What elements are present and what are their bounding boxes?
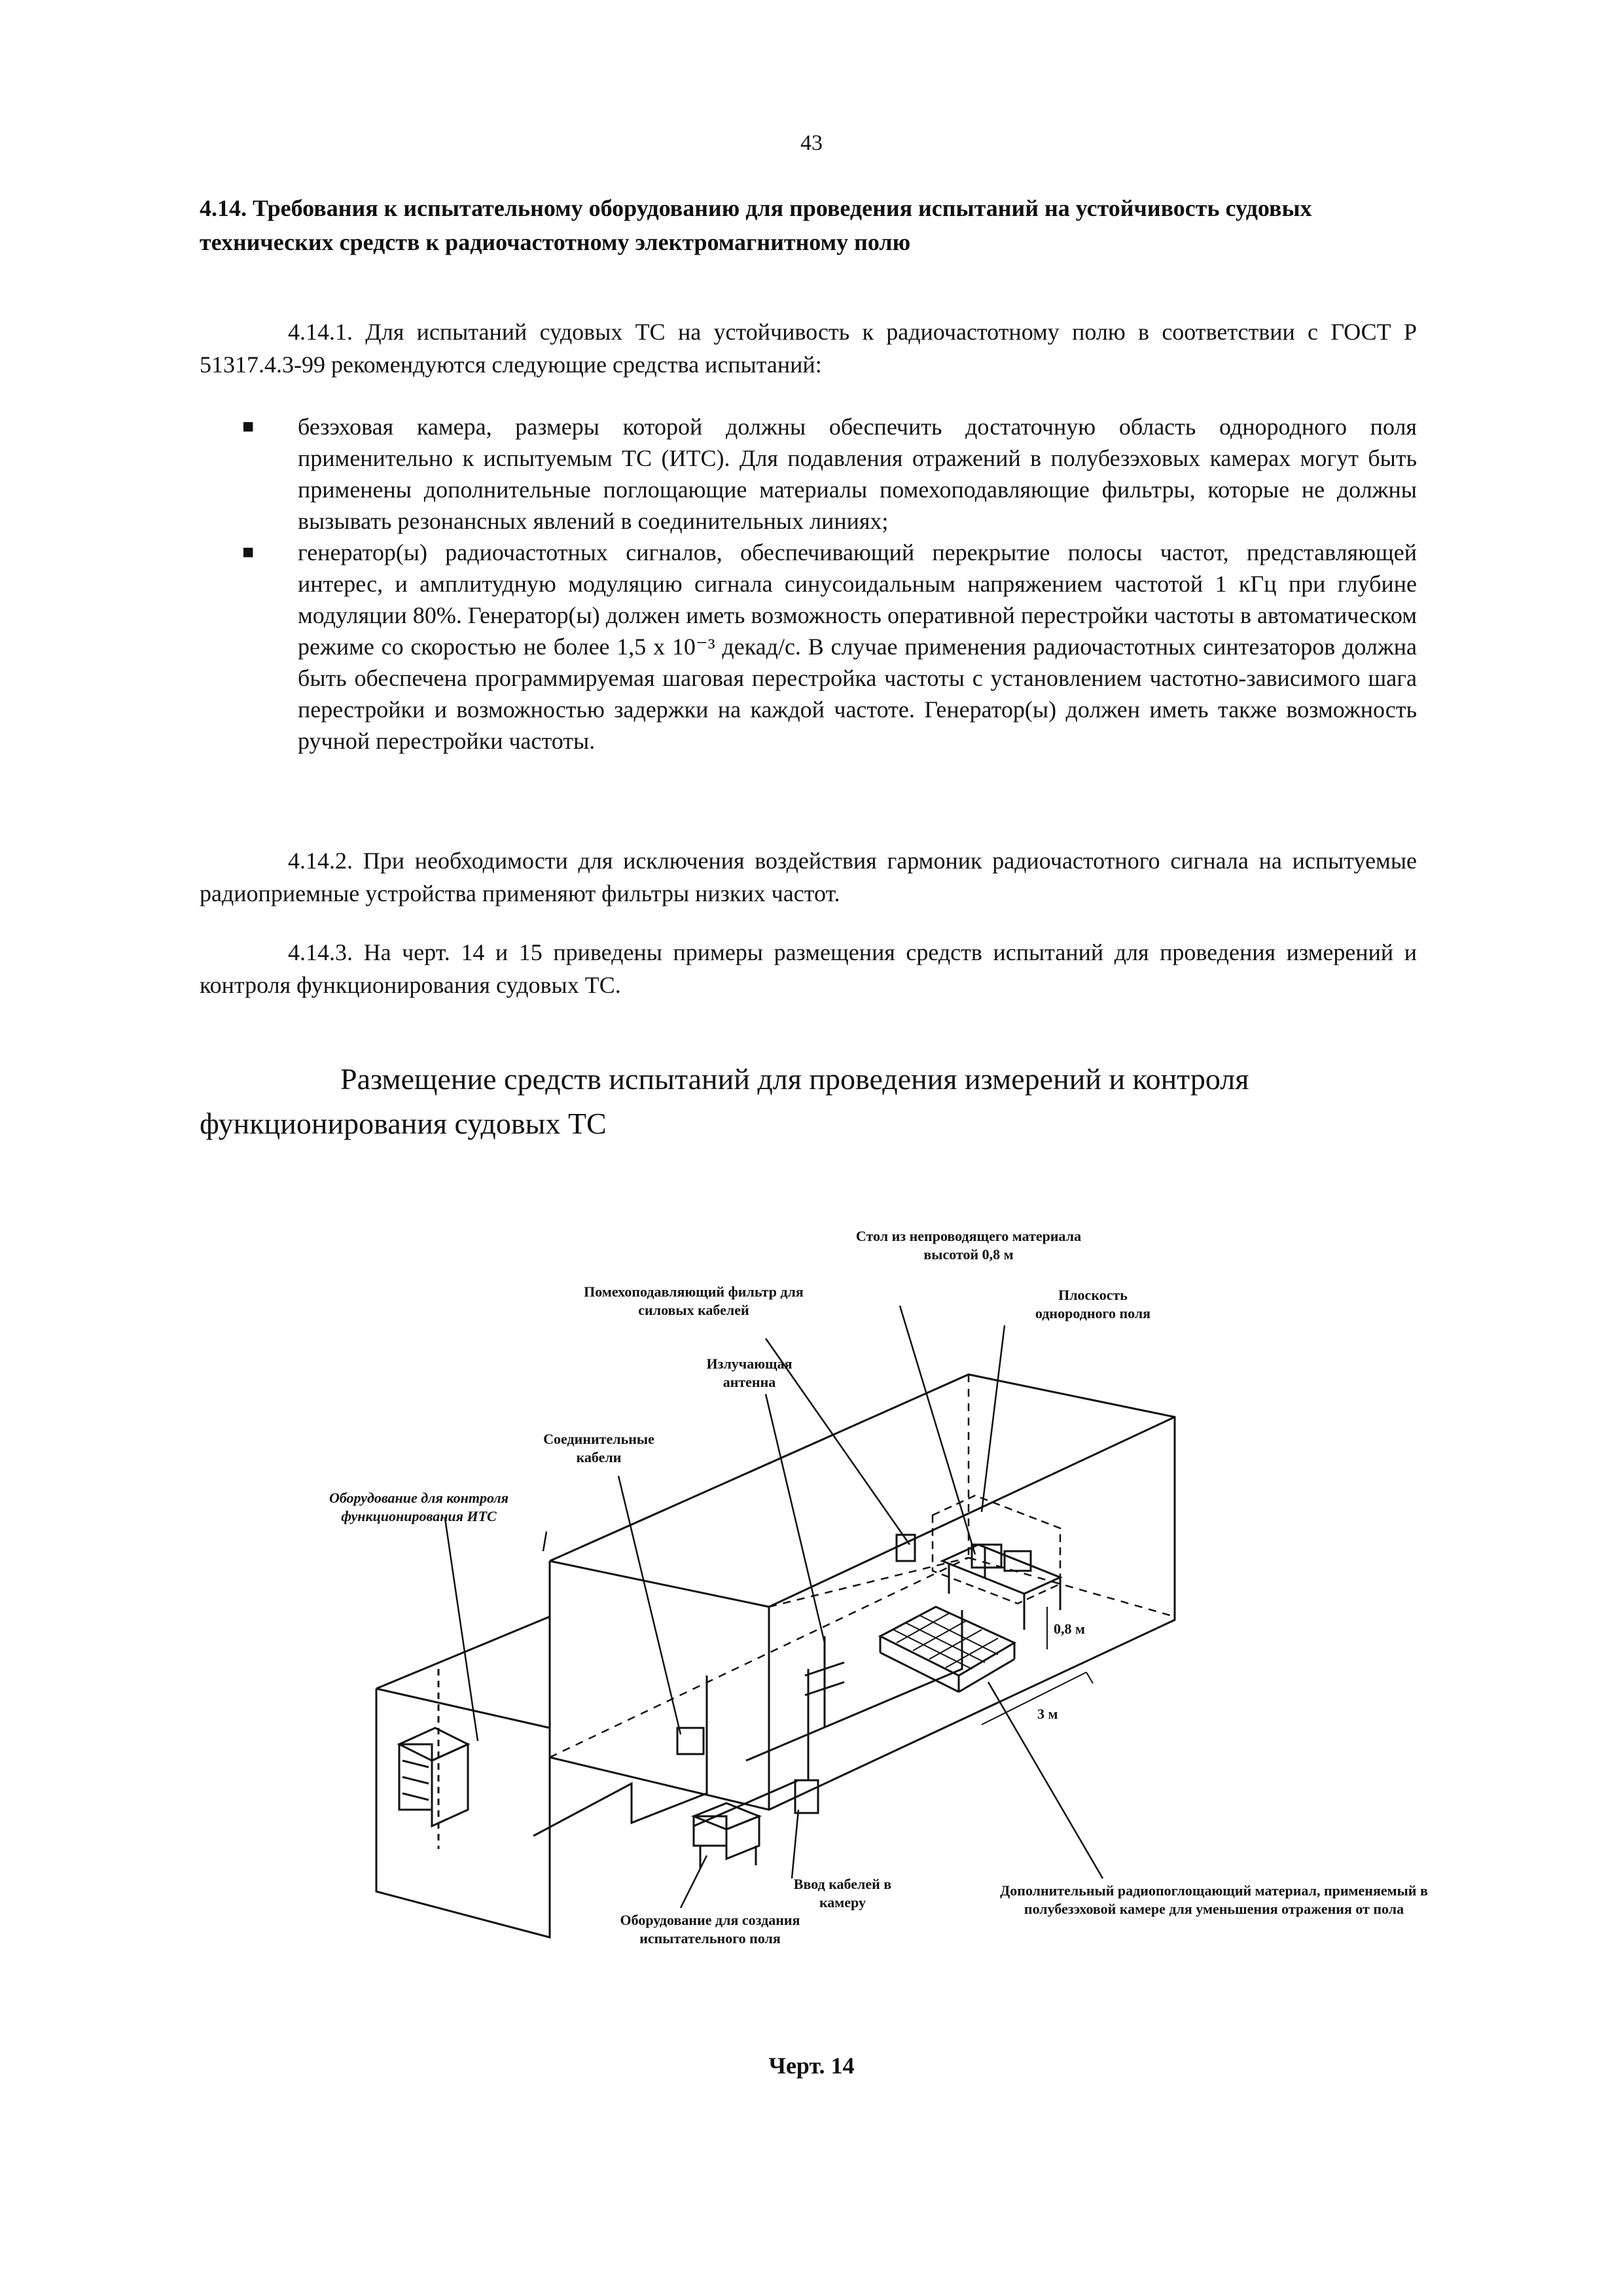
list-item-text: безэховая камера, размеры которой должны обеспечить достаточную область однородного поля применительно к испытуемым ТС (ИТС). Для подавления отражений в полубезэховых камерах могут быть применены дополнительные поглощающие материалы помехоподавляющие фильтры, которые не должны вызывать резонансных явлений в соединительных линиях; <box>298 414 1417 534</box>
section-title: 4.14. Требования к испытательному оборудованию для проведения испытаний на устойчивость судовых технических средств к радиочастотному электромагнитному полю <box>200 195 1312 255</box>
control-room <box>376 1617 550 1937</box>
paragraph-4-14-1 <box>200 315 1417 381</box>
figure-heading-text: Размещение средств испытаний для проведения измерений и контроля функционирования судовых ТС <box>200 1062 1249 1140</box>
label-field-equipment: Оборудование для создания испытательного поля <box>620 1912 800 1946</box>
label-monitor: Оборудование для контроля функционирования ИТС <box>329 1490 509 1524</box>
label-absorber: Дополнительный радиопоглощающий материал, применяемый в полубезэховой камере для уменьшения отражения от пола <box>1000 1882 1428 1917</box>
bullet-icon: ■ <box>242 541 255 563</box>
paragraph-text: 4.14.3. На черт. 14 и 15 приведены примеры размещения средств испытаний для проведения измерений и контроля функционирования судовых ТС. <box>200 939 1417 998</box>
chamber-drawing <box>288 1217 1453 1970</box>
paragraph-4-14-2 <box>200 844 1417 910</box>
paragraph-text: 4.14.2. При необходимости для исключения воздействия гармоник радиочастотного сигнала на испытуемые радиоприемные устройства применяют фильтры низких частот. <box>200 848 1417 906</box>
label-filter: Помехоподавляющий фильтр для силовых кабелей <box>584 1283 804 1318</box>
label-dim-08: 0,8 м <box>1054 1621 1085 1637</box>
bullet-icon: ■ <box>242 416 255 437</box>
absorber-block <box>880 1607 1014 1692</box>
label-plane: Плоскость однородного поля <box>1035 1287 1151 1321</box>
antenna-symbol <box>805 1636 844 1728</box>
list-item-text: генератор(ы) радиочастотных сигналов, обеспечивающий перекрытие полосы частот, представляющей интерес, и амплитудную модуляцию сигнала синусоидальным напряжением частотой 1 кГц при глубине модуляции 80%. Генератор(ы) должен иметь возможность оперативной перестройки частоты в автоматическом режиме со скоростью не более 1,5 х 10⁻³ декад/с. В случае применения радиочастотных синтезаторов должна быть обеспечена программируемая шаговая перестройка частоты с установлением частотно-зависимого шага перестройки и возможностью задержки на каждой частоте. Генератор(ы) должен иметь также возможность ручной перестройки частоты. <box>298 539 1417 754</box>
paragraph-4-14-3 <box>200 936 1417 1001</box>
chamber-diagram <box>288 1217 1453 1970</box>
uniform-field-plane <box>933 1496 1060 1604</box>
label-table: Стол из непроводящего материала высотой 0,8 м <box>855 1228 1082 1263</box>
label-cables: Соединительные кабели <box>543 1431 654 1465</box>
page-number: 43 <box>800 131 823 155</box>
leader-lines <box>445 1306 1103 1908</box>
label-cable-entry: Ввод кабелей в камеру <box>793 1876 892 1910</box>
label-dim-3: 3 м <box>1037 1706 1058 1722</box>
list-item <box>242 537 1417 757</box>
connector-box <box>677 1728 704 1754</box>
label-antenna: Излучающая антенна <box>706 1355 793 1390</box>
list-item <box>242 411 1417 537</box>
monitoring-rack <box>399 1728 468 1826</box>
figure-heading <box>200 1057 1417 1146</box>
paragraph-text: 4.14.1. Для испытаний судовых ТС на устойчивость к радиочастотному полю в соответствии с ГОСТ Р 51317.4.3-99 рекомендуются следующие средства испытаний: <box>200 319 1417 378</box>
signal-generator <box>694 1803 759 1869</box>
requirements-list <box>242 411 1417 757</box>
figure-caption: Черт. 14 <box>768 2053 855 2079</box>
